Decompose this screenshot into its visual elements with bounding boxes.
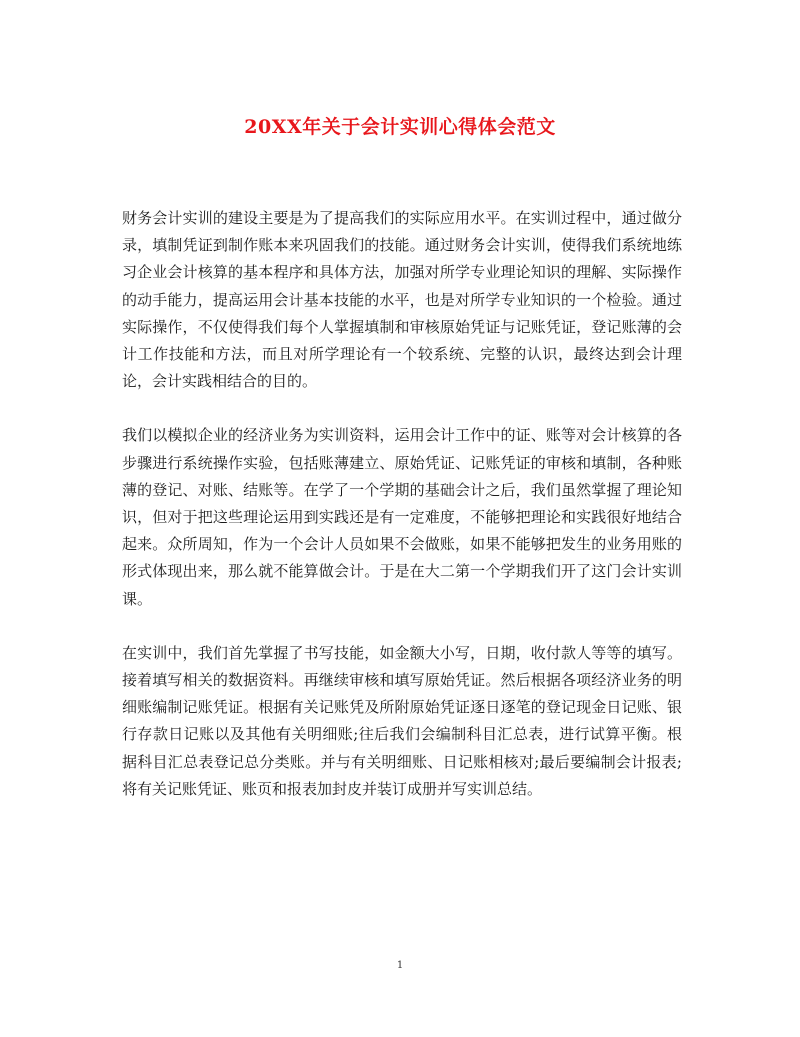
paragraph-1: 财务会计实训的建设主要是为了提高我们的实际应用水平。在实训过程中，通过做分录，填制凭证到制作账本来巩固我们的技能。通过财务会计实训，使得我们系统地练习企业会计核算的基本程序和具体方法，加强对所学专业理论知识的理解、实际操作的动手能力，提高运用会计基本技能的水平，也是对所学专业知识的一个检验。通过实际操作，不仅使得我们每个人掌握填制和审核原始凭证与记账凭证，登记账薄的会计工作技能和方法，而且对所学理论有一个较系统、完整的认识，最终达到会计理论，会计实践相结合的目的。 [122, 209, 682, 391]
paragraph-2: 我们以模拟企业的经济业务为实训资料，运用会计工作中的证、账等对会计核算的各步骤进行系统操作实验，包括账薄建立、原始凭证、记账凭证的审核和填制，各种账薄的登记、对账、结账等。在学了一个学期的基础会计之后，我们虽然掌握了理论知识，但对于把这些理论运用到实践还是有一定难度，不能够把理论和实践很好地结合起来。众所周知，作为一个会计人员如果不会做账，如果不能够把发生的业务用账的形式体现出来，那么就不能算做会计。于是在大二第一个学期我们开了这门会计实训课。 [122, 426, 682, 608]
page-number: 1 [396, 960, 404, 971]
document-body [122, 205, 682, 830]
document-title: 20XX年关于会计实训心得体会范文 [244, 116, 556, 138]
paragraph-3: 在实训中，我们首先掌握了书写技能，如金额大小写，日期，收付款人等等的填写。接着填写相关的数据资料。再继续审核和填写原始凭证。然后根据各项经济业务的明细账编制记账凭证。根据有关记账凭及所附原始凭证逐日逐笔的登记现金日记账、银行存款日记账以及其他有关明细账;往后我们会编制科目汇总表，进行试算平衡。根据科目汇总表登记总分类账。并与有关明细账、日记账相核对;最后要编制会计报表;将有关记账凭证、账页和报表加封皮并装订成册并写实训总结。 [122, 643, 682, 798]
